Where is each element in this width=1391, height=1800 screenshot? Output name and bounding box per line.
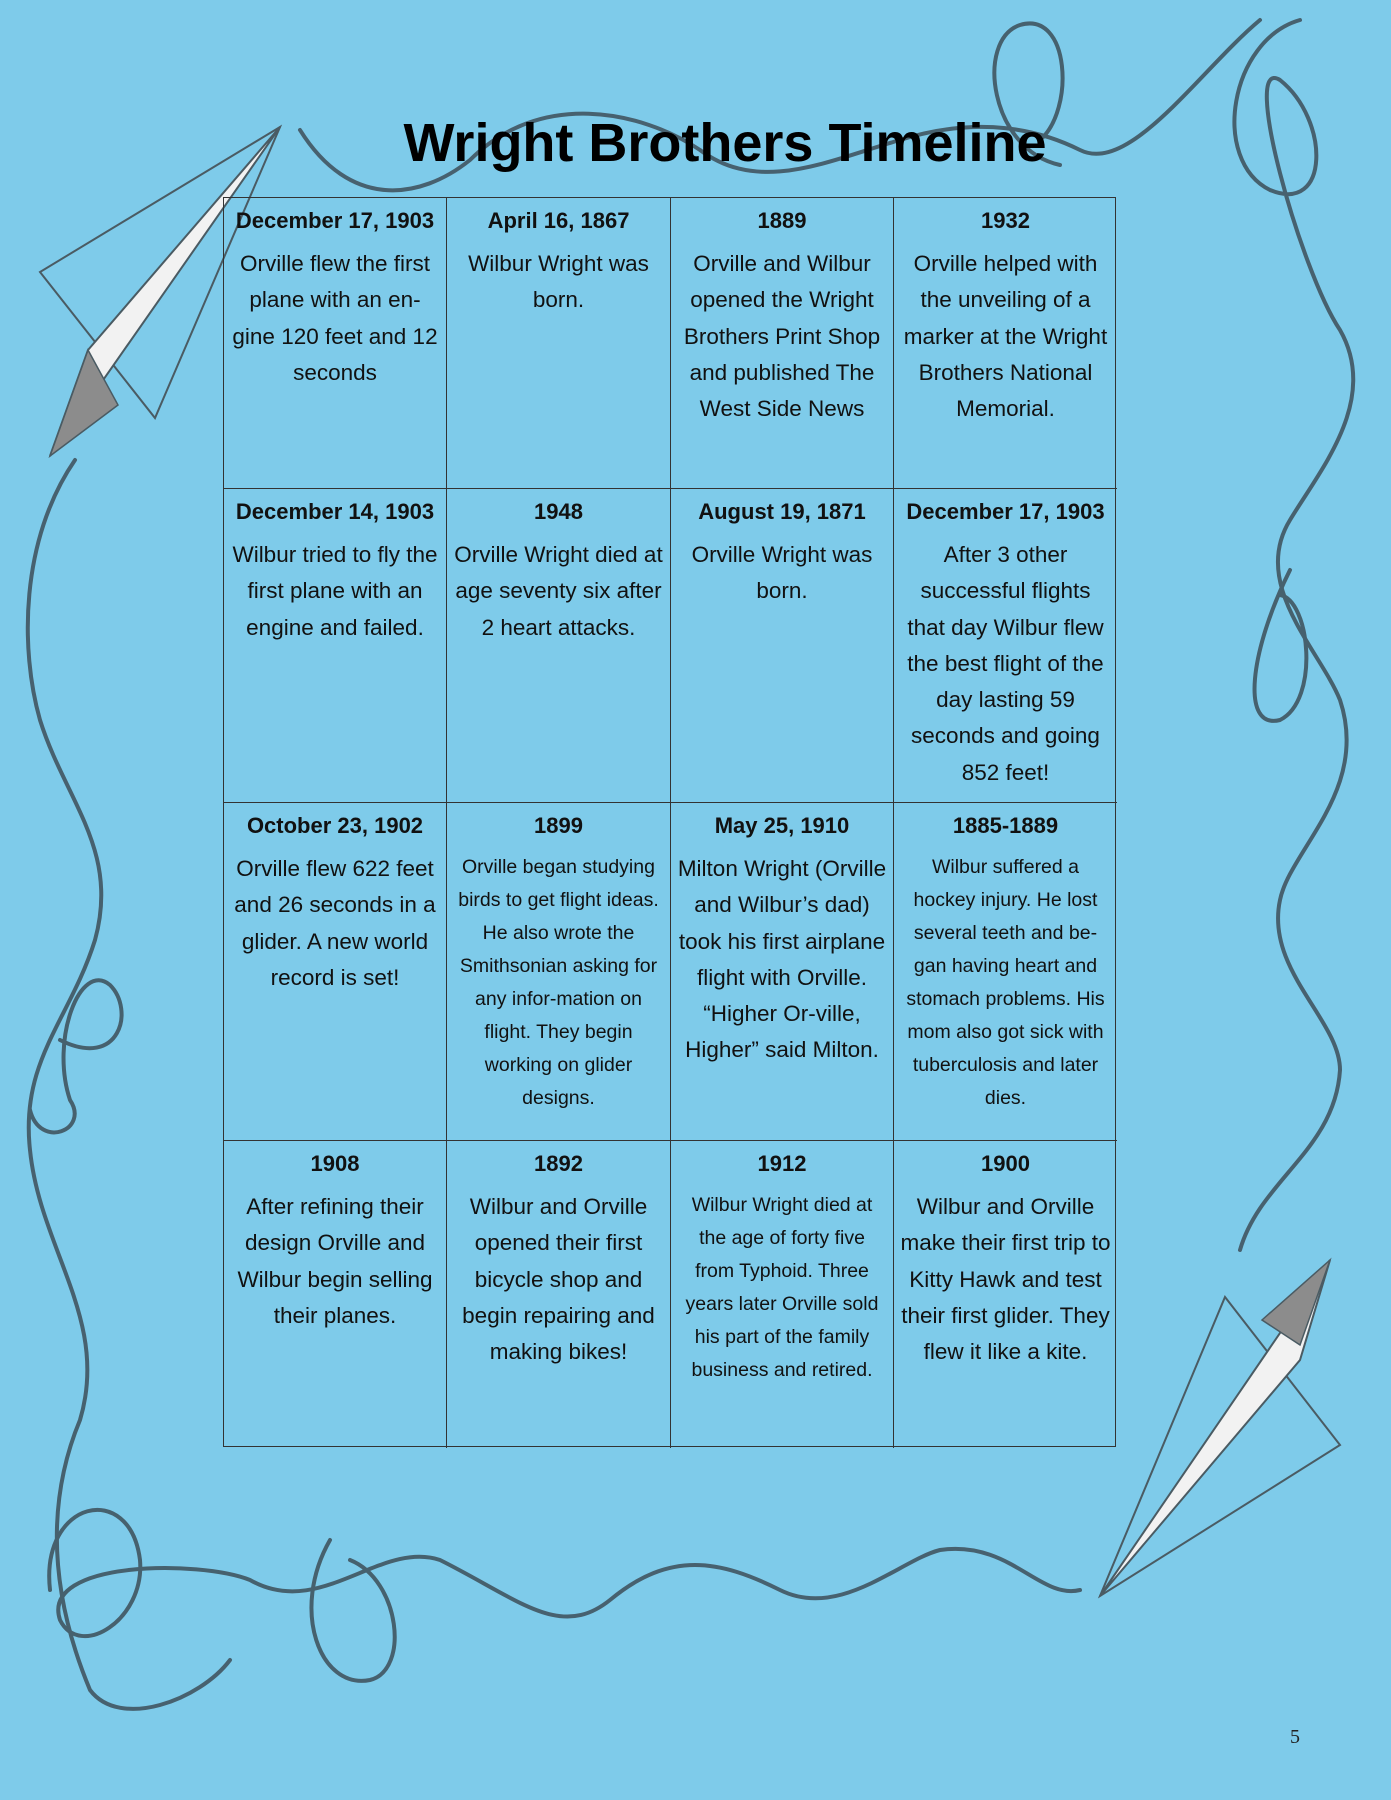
timeline-grid bbox=[223, 197, 1116, 1447]
event-description: Orville began studying birds to get flight ideas. He also wrote the Smithsonian asking for any infor-mation on flight. They begin working on glider designs. bbox=[458, 856, 659, 1109]
event-description: Wilbur and Orville opened their first bicycle shop and begin repairing and making bikes! bbox=[462, 1194, 655, 1365]
flight-path-right bbox=[1234, 20, 1353, 1250]
flight-path-bottom bbox=[49, 1510, 1080, 1636]
page-number: 5 bbox=[1290, 1726, 1300, 1748]
event-description: Orville Wright was born. bbox=[691, 542, 873, 604]
timeline-cell bbox=[447, 1141, 671, 1448]
flight-loop-right bbox=[1255, 570, 1307, 721]
timeline-cell bbox=[894, 803, 1117, 1141]
event-description: Wilbur suffered a hockey injury. He lost several teeth and be-gan having heart and stomach problems. His mom also got sick with tuberculosis and later dies. bbox=[906, 856, 1105, 1109]
timeline-cell bbox=[224, 489, 447, 803]
event-date: 1899 bbox=[534, 813, 583, 838]
event-description: Wilbur and Orville make their first trip to Kitty Hawk and test their first glider. They flew it like a kite. bbox=[900, 1194, 1111, 1365]
page-title: Wright Brothers Timeline bbox=[403, 113, 1047, 173]
event-date: April 16, 1867 bbox=[487, 208, 630, 233]
timeline-cell bbox=[224, 803, 447, 1141]
event-date: 1912 bbox=[757, 1151, 807, 1176]
timeline-cell bbox=[447, 489, 671, 803]
event-description: Orville helped with the unveiling of a marker at the Wright Brothers National Memorial. bbox=[903, 251, 1108, 422]
event-description: Milton Wright (Orville and Wilbur’s dad) took his first airplane flight with Orville. “Higher Or-ville, Higher” said Milton. bbox=[677, 856, 887, 1063]
event-description: After refining their design Orville and Wilbur begin selling their planes. bbox=[237, 1194, 433, 1328]
timeline-cell bbox=[447, 803, 671, 1141]
event-date: 1900 bbox=[981, 1151, 1030, 1176]
timeline-cell bbox=[894, 198, 1117, 489]
timeline-cell bbox=[224, 198, 447, 489]
event-description: Orville flew 622 feet and 26 seconds in a glider. A new world record is set! bbox=[234, 856, 436, 990]
event-date: December 14, 1903 bbox=[235, 499, 435, 524]
event-date: October 23, 1902 bbox=[246, 813, 424, 838]
event-date: December 17, 1903 bbox=[906, 499, 1105, 524]
flight-loop-bottom bbox=[311, 1540, 394, 1681]
timeline-cell bbox=[894, 1141, 1117, 1448]
event-date: 1885-1889 bbox=[952, 813, 1059, 838]
event-date: 1892 bbox=[534, 1151, 583, 1176]
event-date: December 17, 1903 bbox=[235, 208, 435, 233]
timeline-cell bbox=[224, 1141, 447, 1448]
event-description: Wilbur Wright died at the age of forty five from Typhoid. Three years later Orville sold his part of the family business and retired. bbox=[685, 1194, 879, 1381]
event-date: 1908 bbox=[310, 1151, 360, 1176]
timeline-cell bbox=[671, 489, 894, 803]
event-description: Orville and Wilbur opened the Wright Brothers Print Shop and published The West Side News bbox=[683, 251, 881, 422]
event-description: After 3 other successful flights that day Wilbur flew the best flight of the day lasting 59 seconds and going 852 feet! bbox=[907, 542, 1104, 785]
timeline-cell bbox=[671, 198, 894, 489]
event-description: Orville flew the first plane with an en-gine 120 feet and 12 seconds bbox=[232, 251, 438, 385]
event-description: Wilbur tried to fly the first plane with an engine and failed. bbox=[232, 542, 438, 640]
timeline-cell bbox=[671, 803, 894, 1141]
timeline-cell bbox=[447, 198, 671, 489]
event-date: 1948 bbox=[534, 499, 583, 524]
event-date: August 19, 1871 bbox=[698, 499, 866, 524]
event-date: May 25, 1910 bbox=[714, 813, 850, 838]
event-description: Orville Wright died at age seventy six after 2 heart attacks. bbox=[454, 542, 663, 640]
event-date: 1932 bbox=[981, 208, 1030, 233]
event-date: 1889 bbox=[757, 208, 807, 233]
paper-plane-icon-bottom bbox=[1100, 1260, 1340, 1596]
event-description: Wilbur Wright was born. bbox=[468, 251, 649, 313]
timeline-cell bbox=[894, 489, 1117, 803]
timeline-cell bbox=[671, 1141, 894, 1448]
flight-path-left bbox=[28, 460, 230, 1709]
